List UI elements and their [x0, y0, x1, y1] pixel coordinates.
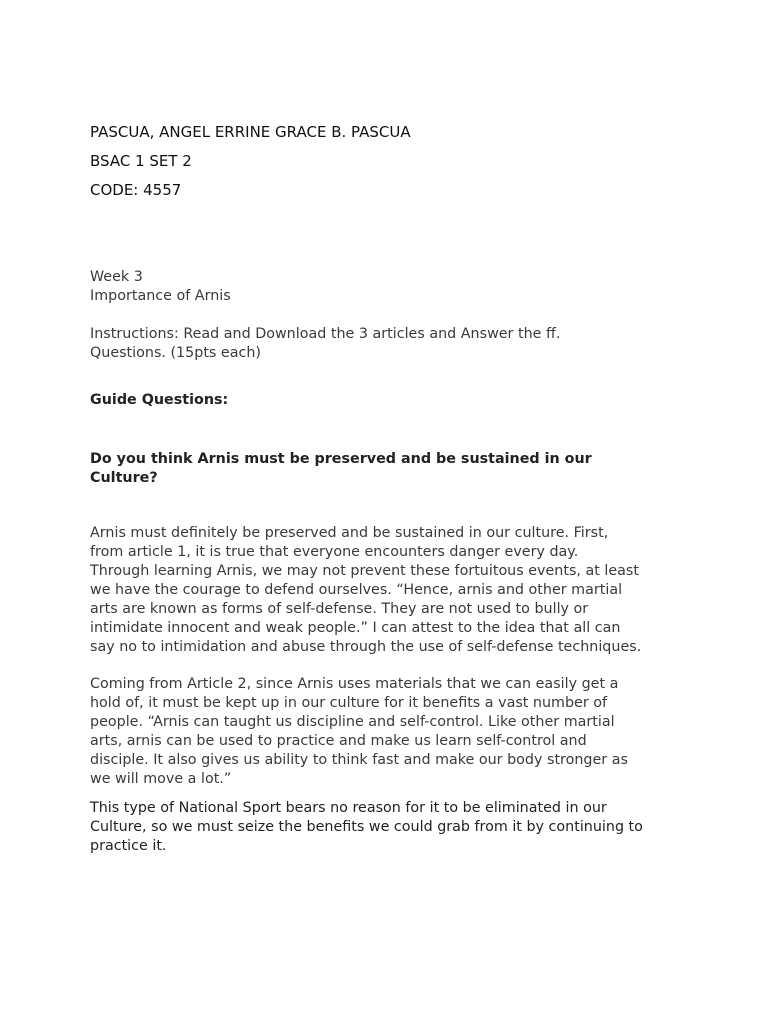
paragraph-line: intimidate innocent and weak people.” I can attest to the idea that all can [90, 620, 621, 636]
paragraph-line: people. “Arnis can taught us discipline and self-control. Like other martial [90, 714, 615, 730]
instructions-line: Questions. (15pts each) [90, 345, 261, 361]
student-section: BSAC 1 SET 2 [90, 152, 192, 170]
week-label: Week 3 [90, 269, 143, 285]
paragraph-line: hold of, it must be kept up in our culture for it benefits a vast number of [90, 695, 608, 711]
paragraph-line: Coming from Article 2, since Arnis uses materials that we can easily get a [90, 676, 619, 692]
paragraph-line: from article 1, it is true that everyone encounters danger every day. [90, 544, 579, 560]
paragraph-line: This type of National Sport bears no reason for it to be eliminated in our [90, 800, 607, 816]
answer-paragraph-3 [90, 799, 690, 856]
paragraph-line: we will move a lot.” [90, 771, 232, 787]
guide-questions-heading: Guide Questions: [90, 392, 229, 408]
paragraph-line: Through learning Arnis, we may not prevent these fortuitous events, at least [90, 563, 639, 579]
student-name: PASCUA, ANGEL ERRINE GRACE B. PASCUA [90, 123, 411, 141]
paragraph-line: practice it. [90, 838, 167, 854]
guide-question [90, 450, 592, 488]
paragraph-line: Culture, so we must seize the benefits we could grab from it by continuing to [90, 819, 643, 835]
paragraph-line: arts are known as forms of self-defense. They are not used to bully or [90, 601, 589, 617]
instructions [90, 325, 560, 363]
student-code: CODE: 4557 [90, 181, 182, 199]
topic-title: Importance of Arnis [90, 288, 231, 304]
paragraph-line: arts, arnis can be used to practice and make us learn self-control and [90, 733, 587, 749]
answer-paragraph-2 [90, 675, 690, 789]
answer-paragraph-1 [90, 524, 690, 657]
paragraph-line: Arnis must definitely be preserved and be sustained in our culture. First, [90, 525, 609, 541]
paragraph-line: we have the courage to defend ourselves. “Hence, arnis and other martial [90, 582, 623, 598]
question-line: Do you think Arnis must be preserved and be sustained in our [90, 451, 592, 467]
paragraph-line: say no to intimidation and abuse through the use of self-defense techniques. [90, 639, 642, 655]
instructions-line: Instructions: Read and Download the 3 articles and Answer the ff. [90, 326, 561, 342]
paragraph-line: disciple. It also gives us ability to think fast and make our body stronger as [90, 752, 628, 768]
question-line: Culture? [90, 470, 158, 486]
